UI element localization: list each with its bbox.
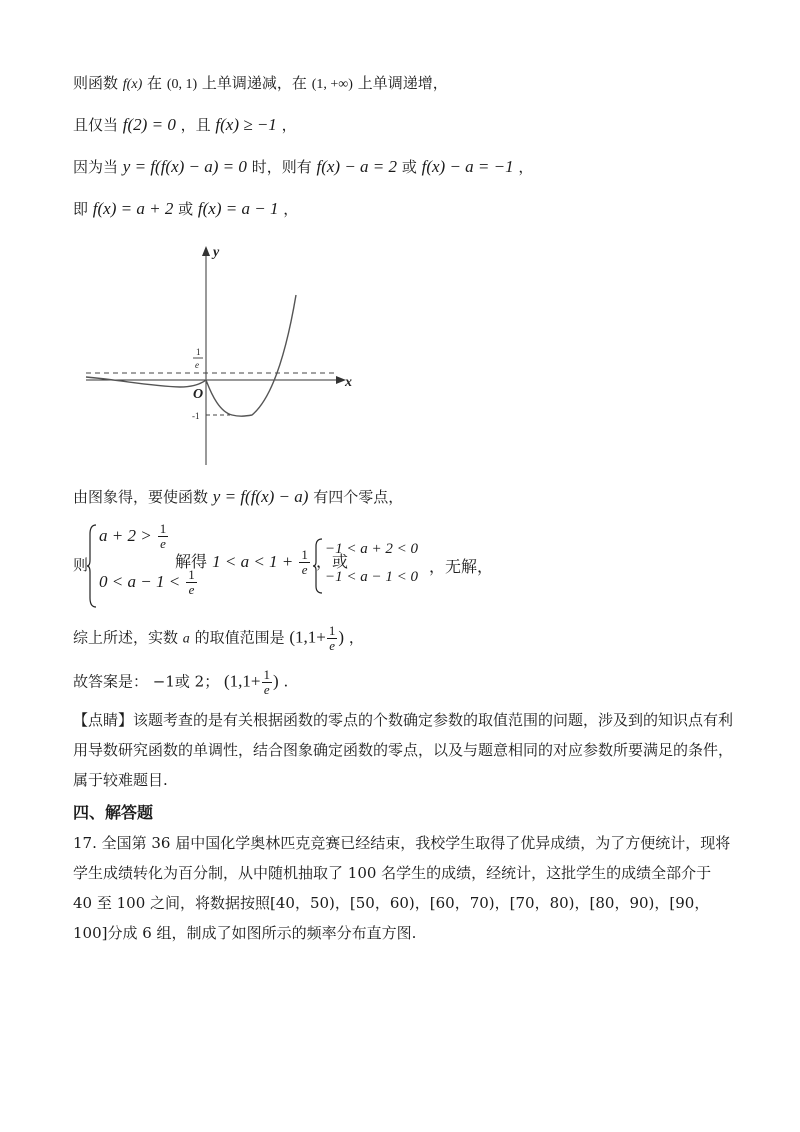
text: ， <box>283 200 299 218</box>
math-eq: f(2) = 0 <box>122 115 176 134</box>
text: ， <box>281 116 297 134</box>
system2-row-1 <box>325 538 418 558</box>
text: ， <box>518 158 534 176</box>
text: 的取值范围是 <box>194 628 285 647</box>
fraction-den: e <box>263 682 270 697</box>
math-eq: a + 2 > <box>99 526 152 545</box>
math-eq: f(x) − a = 2 <box>316 157 398 176</box>
text: 或 <box>401 158 417 176</box>
math-eq: y = f(f(x) − a) <box>212 487 309 506</box>
fraction <box>158 522 169 551</box>
no-solution <box>429 554 493 577</box>
text: 时，则有 <box>251 158 312 176</box>
inequality-system <box>73 522 773 612</box>
line-answer <box>73 668 288 697</box>
math-eq: 1 < a < 1 + <box>212 552 294 571</box>
text: 在 <box>147 74 163 92</box>
text: ，无解， <box>429 557 494 576</box>
tick-label-den: e <box>195 360 199 370</box>
math-eq: f(x) = a − 1 <box>197 199 279 218</box>
text: ，或 <box>315 552 348 571</box>
question-17: 17. 全国第 36 届中国化学奥林匹克竞赛已经结束，我校学生取得了优异成绩，为了方便统计，现将学生成绩转化为百分制，从中随机抽取了 100 名学生的成绩，经统计，这批学生的成绩全部介于 40 至 100 之间，将数据按照[40，50)，[50，60)，[60，70)，[70，80)，[80，90)，[90，100]分成 6 组，制成了如图所示的频率分布直方图. <box>73 834 731 942</box>
text: 因为当 <box>73 158 119 176</box>
section-heading: 四、解答题 <box>73 803 154 822</box>
math-eq: 0 < a − 1 < <box>99 572 181 591</box>
fraction-den: e <box>301 562 308 577</box>
math-interval: (0, 1) <box>166 77 198 92</box>
math-range: (1,1+ <box>224 671 261 691</box>
text: 上单调递减，在 <box>201 74 307 92</box>
text: . <box>283 672 289 691</box>
comment-paragraph: 【点睛】该题考查的是有关根据函数的零点的个数确定参数的取值范围的问题，涉及到的知识点有利用导数研究函数的单调性，结合图象确定函数的零点，以及与题意相同的对应参数所要满足的条件，属于较难题目. <box>73 711 734 789</box>
fraction-den: e <box>188 582 195 597</box>
math-eq: f(x) = a + 2 <box>92 199 174 218</box>
fraction <box>327 624 338 653</box>
function-graph <box>80 240 370 475</box>
line-summary <box>73 624 364 653</box>
text: 则 <box>73 556 89 574</box>
tick-label-neg1: -1 <box>192 411 200 421</box>
line-monotonicity <box>73 72 448 93</box>
math-eq: −1 < a − 1 < 0 <box>325 569 418 585</box>
line-condition <box>73 114 297 135</box>
answer-value: −1或 2； <box>152 672 220 691</box>
text: 解得 <box>175 552 208 571</box>
text: 故答案是： <box>73 672 149 691</box>
text: 综上所述，实数 <box>73 628 179 647</box>
x-axis-label: x <box>345 375 352 390</box>
math-fx: f(x) <box>122 77 143 92</box>
text: 则函数 <box>73 74 119 92</box>
system-row-1 <box>99 522 169 551</box>
left-brace-2 <box>313 538 323 594</box>
text: ，且 <box>180 116 211 134</box>
math-range: ) <box>273 671 279 691</box>
text: 且仅当 <box>73 116 119 134</box>
fraction-den: e <box>329 638 336 653</box>
fraction-num: 1 <box>159 521 167 536</box>
fraction-num: 1 <box>328 623 336 638</box>
math-interval: (1, +∞) <box>311 77 353 92</box>
left-brace-1 <box>87 524 97 608</box>
math-eq: f(x) − a = −1 <box>421 157 514 176</box>
fraction-num: 1 <box>263 667 271 682</box>
y-axis-label: y <box>213 245 220 260</box>
line-zero-condition <box>73 156 533 177</box>
math-range: (1,1+ <box>289 627 326 647</box>
y-axis-arrow <box>202 246 210 256</box>
fraction-num: 1 <box>188 567 195 582</box>
fraction <box>262 668 273 697</box>
line-four-zeros <box>73 486 403 507</box>
math-eq: −1 < a + 2 < 0 <box>325 541 418 557</box>
tick-label-num: 1 <box>196 347 201 357</box>
math-eq: f(x) ≥ −1 <box>215 115 277 134</box>
math-range: ) <box>338 627 345 647</box>
fraction-den: e <box>160 536 166 551</box>
text: 或 <box>178 200 194 218</box>
fraction-num: 1 <box>301 547 308 562</box>
fraction <box>299 548 310 577</box>
text: ， <box>348 628 364 647</box>
line-equivalent <box>73 198 298 219</box>
text: 有四个零点， <box>313 488 404 506</box>
function-curve <box>86 295 296 416</box>
system2-row-2 <box>325 566 418 586</box>
math-var: a <box>182 631 190 647</box>
text: 由图象得，要使函数 <box>73 488 209 506</box>
text: 即 <box>73 200 89 218</box>
text: 上单调递增， <box>357 74 448 92</box>
origin-label: O <box>193 387 204 402</box>
math-eq: y = f(f(x) − a) = 0 <box>122 157 247 176</box>
